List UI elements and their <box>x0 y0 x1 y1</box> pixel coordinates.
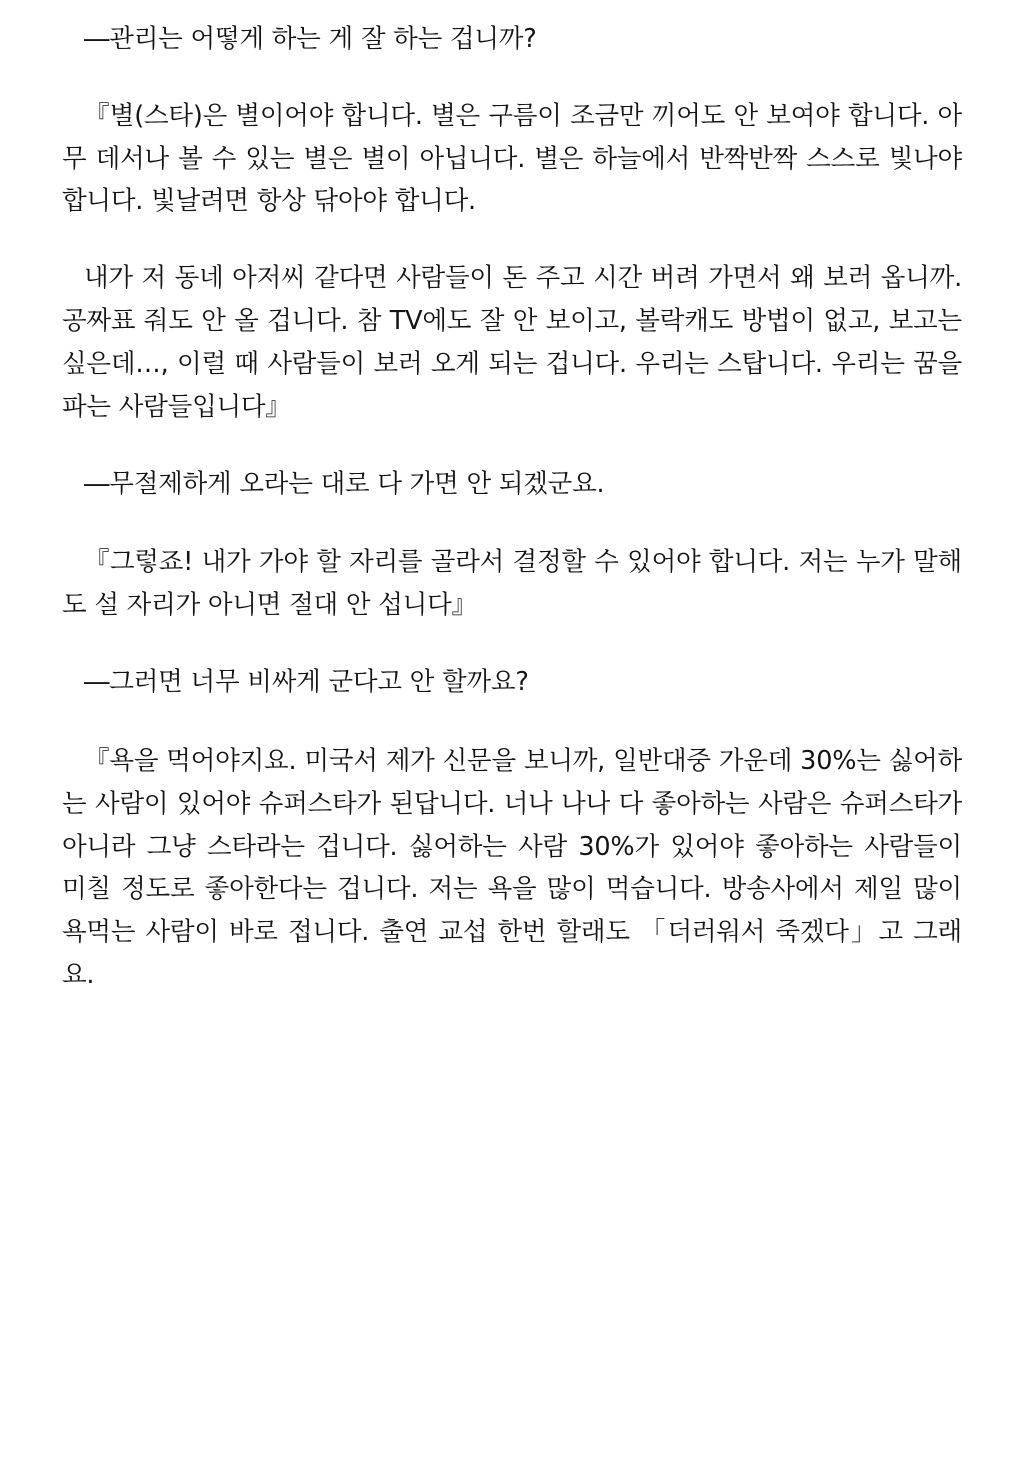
interview-answer-1: 『별(스타)은 별이어야 합니다. 별은 구름이 조금만 끼어도 안 보여야 합니다. 아무 데서나 볼 수 있는 별은 별이 아닙니다. 별은 하늘에서 반짝반짝 스스로 빛나야 합니다. 빛날려면 항상 닦아야 합니다. <box>62 100 962 217</box>
interview-answer-3: 『그렇죠! 내가 가야 할 자리를 골라서 결정할 수 있어야 합니다. 저는 누가 말해도 설 자리가 아니면 절대 안 섭니다』 <box>62 547 962 621</box>
interview-answer-2: 내가 저 동네 아저씨 같다면 사람들이 돈 주고 시간 버려 가면서 왜 보러 옵니까. 공짜표 줘도 안 올 겁니다. 참 TV에도 잘 안 보이고, 볼락캐도 방법이 없고, 보고는 싶은데…, 이럴 때 사람들이 보러 오게 되는 겁니다. 우리는 스탑니다. 우리는 꿈을 파는 사람들입니다』 <box>62 263 962 422</box>
interview-answer-4: 『욕을 먹어야지요. 미국서 제가 신문을 보니까, 일반대중 가운데 30%는 싫어하는 사람이 있어야 슈퍼스타가 된답니다. 너나 나나 다 좋아하는 사람은 슈퍼스타가 아니라 그냥 스타라는 겁니다. 싫어하는 사람 30%가 있어야 좋아하는 사람들이 미칠 정도로 좋아한다는 겁니다. 저는 욕을 많이 먹습니다. 방송사에서 제일 많이 욕먹는 사람이 바로 접니다. 출연 교섭 한번 할래도 「더러워서 죽겠다」고 그래요. <box>62 745 962 991</box>
interview-question-2: ―무절제하게 오라는 대로 다 가면 안 되겠군요. <box>84 468 605 499</box>
interview-question-1: ―관리는 어떻게 하는 게 잘 하는 겁니까? <box>84 24 537 54</box>
interview-question-3: ―그러면 너무 비싸게 군다고 안 할까요? <box>84 667 529 698</box>
